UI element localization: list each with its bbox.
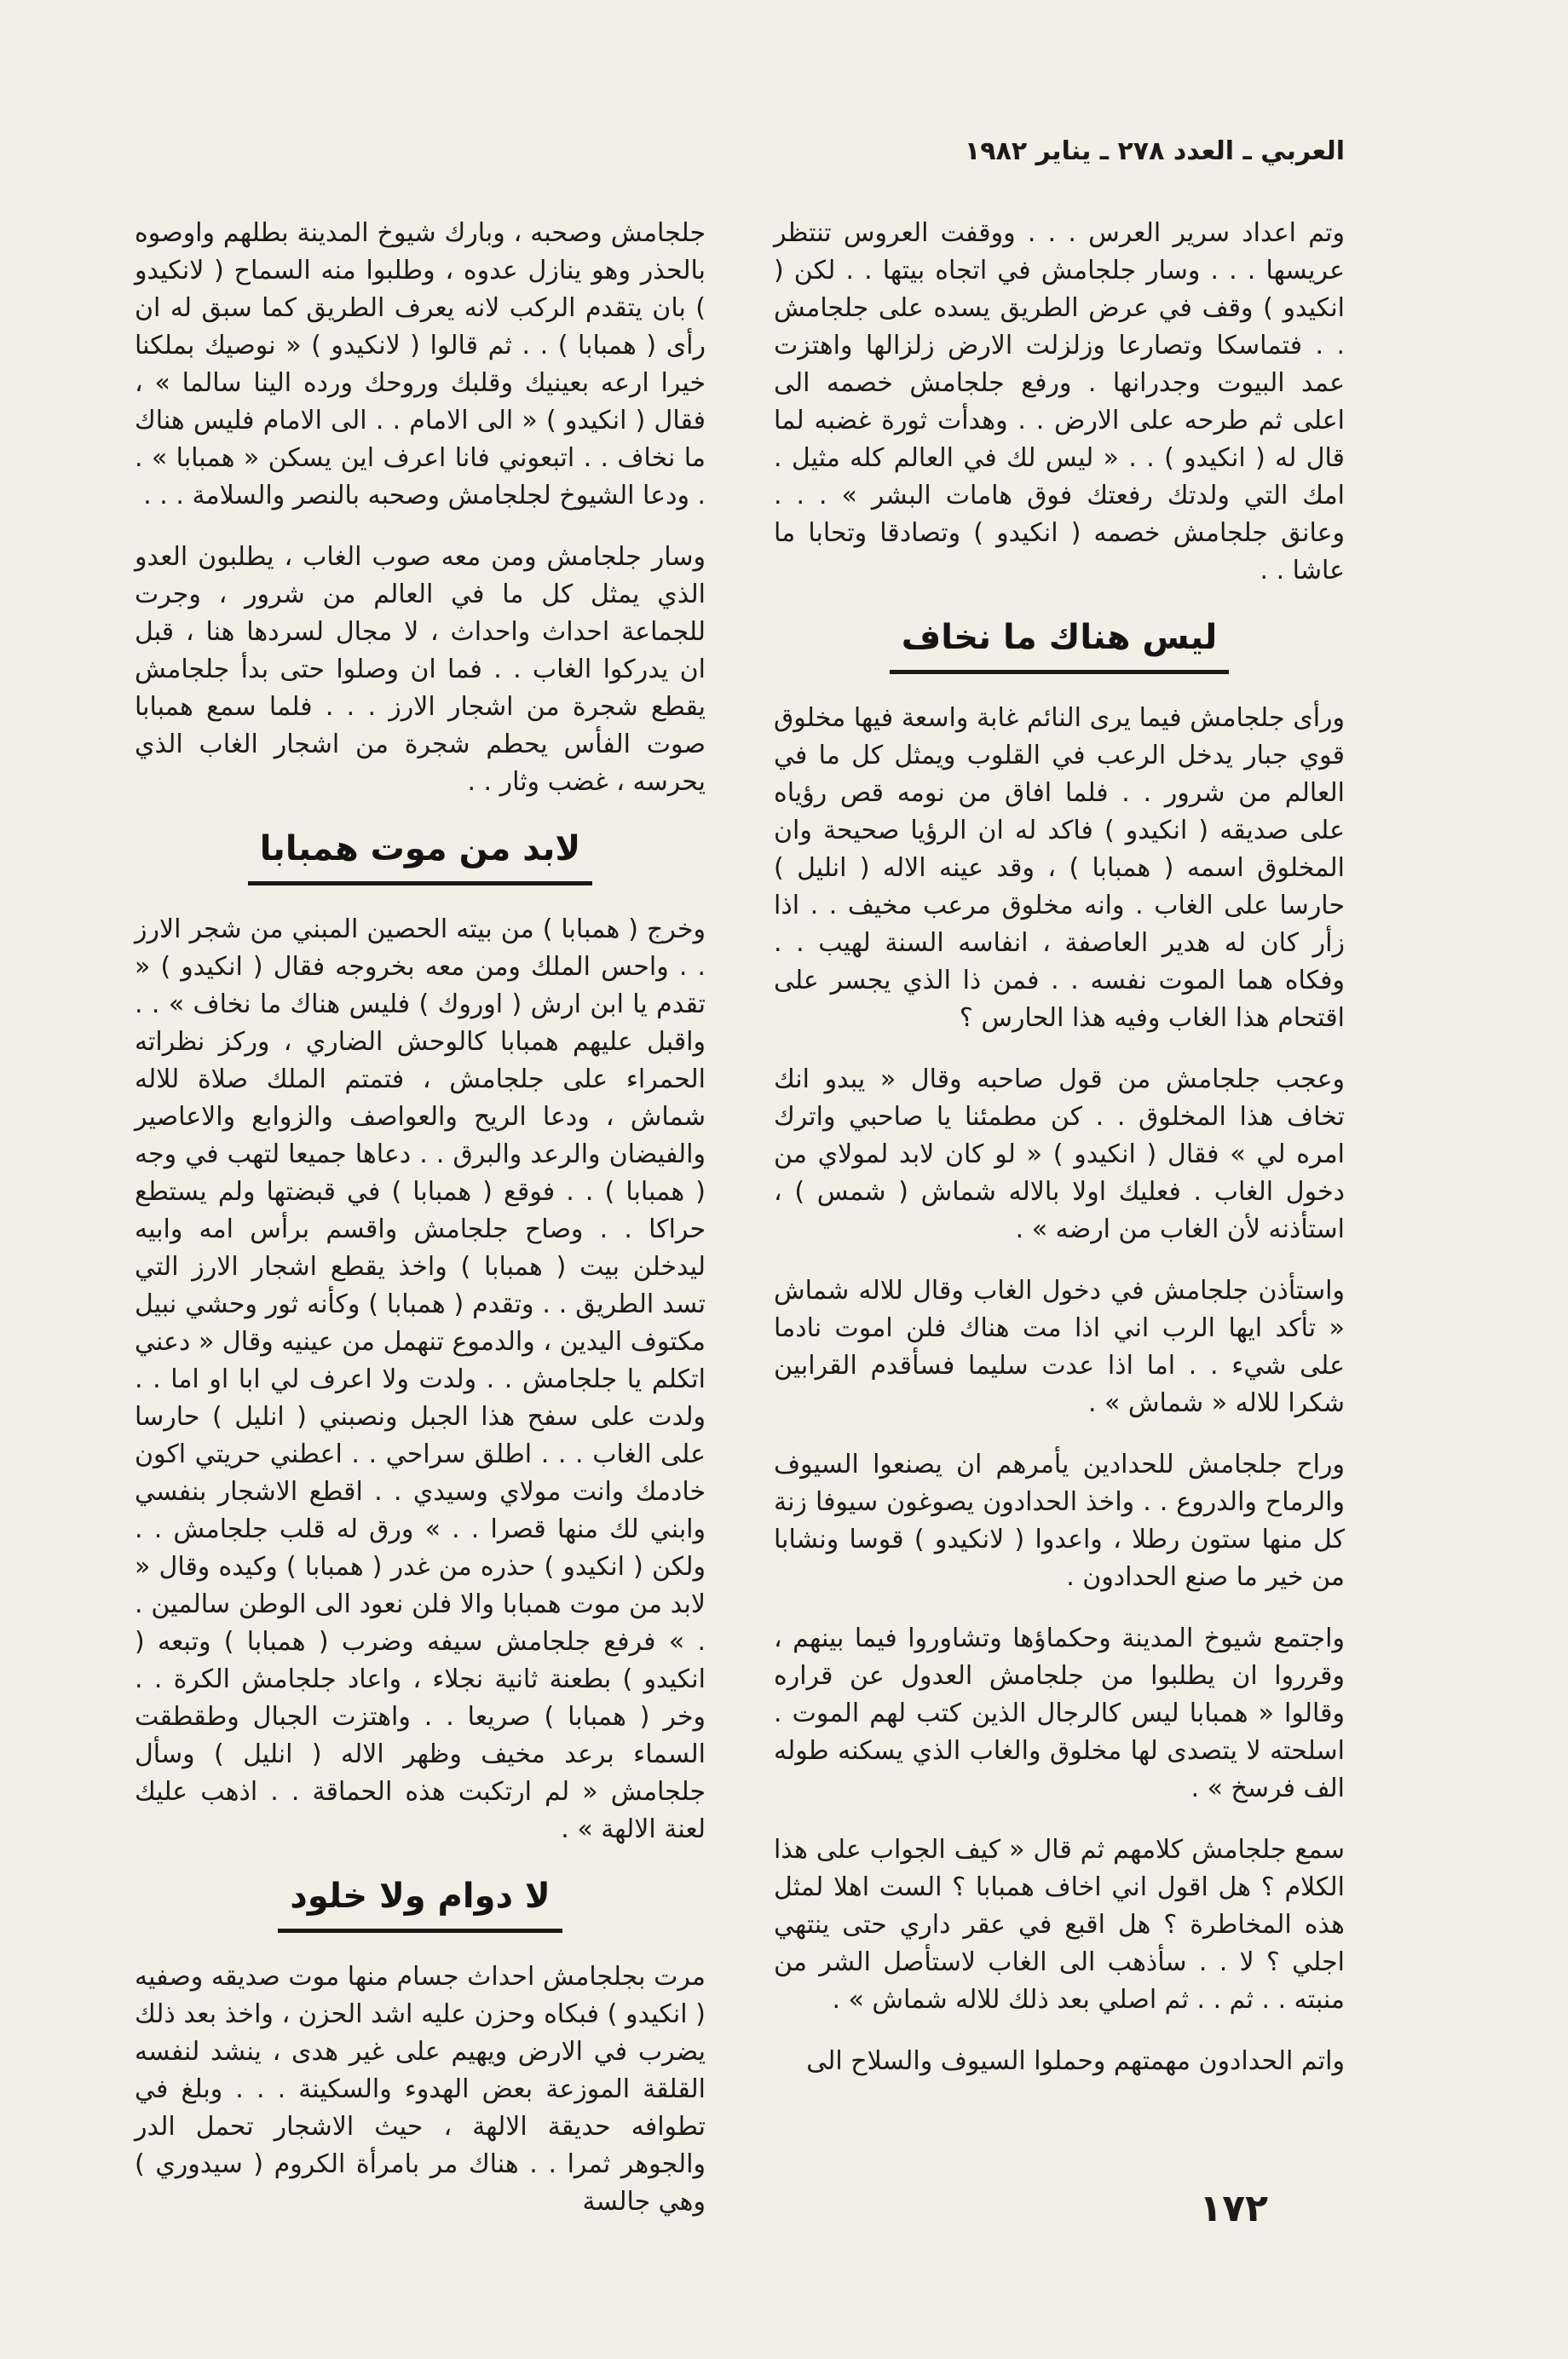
section-heading: لا دوام ولا خلود: [278, 1872, 562, 1933]
page-number: ١٧٢: [1199, 2187, 1268, 2230]
paragraph: وخرج ( همبابا ) من بيته الحصين المبني من شجر الارز . . واحس الملك ومن معه بخروجه فقال ( انكيدو ) « تقدم يا ابن ارش ( اوروك ) فليس هناك ما نخاف » . . واقبل عليهم همبابا كالوحش الضاري ، وركز نظراته الحمراء على جلجامش ، فتمتم الملك صلاة للاله شماش ، ودعا الريح والعواصف والزوابع والاعاصير والفيضان والرعد والبرق . . دعاها جميعا لتهب في وجه ( همبابا ) . . فوقع ( همبابا ) في قبضتها ولم يستطع حراكا . . وصاح جلجامش واقسم برأس امه وابيه ليدخلن بيت ( همبابا ) واخذ يقطع اشجار الارز التي تسد الطريق . . وتقدم ( همبابا ) وكأنه ثور وحشي نبيل مكتوف اليدين ، والدموع تنهمل من عينيه وقال « دعني اتكلم يا جلجامش . . ولدت ولا اعرف لي ابا او اما . . ولدت على سفح هذا الجبل ونصبني ( انليل ) حارسا على الغاب . . . اطلق سراحي . . اعطني حريتي اكون خادمك وانت مولاي وسيدي . . اقطع الاشجار بنفسي وابني لك منها قصرا . . » ورق له قلب جلجامش . . ولكن ( انكيدو ) حذره من غدر ( همبابا ) وكيده وقال « لابد من موت همبابا والا فلن نعود الى الوطن سالمين . . » فرفع جلجامش سيفه وضرب ( همبابا ) وتبعه ( انكيدو ) بطعنة ثانية نجلاء ، واعاد جلجامش الكرة . . وخر ( همبابا ) صريعا . . واهتزت الجبال وطقطقت السماء برعد مخيف وظهر الاله ( انليل ) وسأل جلجامش « لم ارتكبت هذه الحماقة . . اذهب عليك لعنة الالهة » .: [135, 914, 706, 1844]
paragraph: واستأذن جلجامش في دخول الغاب وقال للاله شماش « تأكد ايها الرب اني اذا مت هناك فلن اموت نادما على شيء . . اما اذا عدت سليما فسأقدم القرابين شكرا للاله « شماش » .: [774, 1276, 1345, 1418]
paragraph: وسار جلجامش ومن معه صوب الغاب ، يطلبون العدو الذي يمثل كل ما في العالم من شرور ، وجرت للجماعة احداث واحداث ، لا مجال لسردها هنا ، قبل ان يدركوا الغاب . . فما ان وصلوا حتى بدأ جلجامش يقطع شجرة من اشجار الارز . . . فلما سمع همبابا صوت الفأس يحطم شجرة من اشجار الغاب الذي يحرسه ، غضب وثار . .: [135, 542, 706, 797]
text-column-left: [135, 215, 706, 2221]
section-heading-container: [135, 1872, 706, 1933]
running-head: العربي ـ العدد ٢٧٨ ـ يناير ١٩٨٢: [964, 136, 1345, 166]
text-column-right: [774, 215, 1345, 2080]
paragraph: وعجب جلجامش من قول صاحبه وقال « يبدو انك تخاف هذا المخلوق . . كن مطمئنا يا صاحبي واترك امره لي » فقال ( انكيدو ) « لو كان لابد لمولاي من دخول الغاب . فعليك اولا بالاله شماش ( شمس ) ، استأذنه لأن الغاب من ارضه » .: [774, 1064, 1345, 1244]
paragraph: وتم اعداد سرير العرس . . . ووقفت العروس تنتظر عريسها . . . وسار جلجامش في اتجاه بيتها . . لكن ( انكيدو ) وقف في عرض الطريق يسده على جلجامش . . فتماسكا وتصارعا وزلزلت الارض زلزالها واهتزت عمد البيوت وجدرانها . ورفع جلجامش خصمه الى اعلى ثم طرحه على الارض . . وهدأت ثورة غضبه لما قال له ( انكيدو ) . . « ليس لك في العالم كله مثيل . امك التي ولدتك رفعتك فوق هامات البشر » . . . وعانق جلجامش خصمه ( انكيدو ) وتصادقا وتحابا ما عاشا . .: [774, 218, 1345, 585]
paragraph: جلجامش وصحبه ، وبارك شيوخ المدينة بطلهم واوصوه بالحذر وهو ينازل عدوه ، وطلبوا منه السماح ( لانكيدو ) بان يتقدم الركب لانه يعرف الطريق كما سبق له ان رأى ( همبابا ) . . ثم قالوا ( لانكيدو ) « نوصيك بملكنا خيرا ارعه بعينيك وقلبك وروحك ورده الينا سالما » ، فقال ( انكيدو ) « الى الامام . . الى الامام فليس هناك ما نخاف . . اتبعوني فانا اعرف اين يسكن « همبابا » . . ودعا الشيوخ لجلجامش وصحبه بالنصر والسلامة . . .: [135, 218, 706, 510]
paragraph: سمع جلجامش كلامهم ثم قال « كيف الجواب على هذا الكلام ؟ هل اقول اني اخاف همبابا ؟ الست اهلا لمثل هذه المخاطرة ؟ هل اقبع في عقر داري حتى ينتهي اجلي ؟ لا . . سأذهب الى الغاب لاستأصل الشر من منبته . . ثم . . ثم اصلي بعد ذلك للاله شماش » .: [774, 1835, 1345, 2015]
section-heading: ليس هناك ما نخاف: [890, 614, 1230, 674]
section-heading-container: [774, 614, 1345, 674]
paragraph: مرت بجلجامش احداث جسام منها موت صديقه وصفيه ( انكيدو ) فبكاه وحزن عليه اشد الحزن ، واخذ بعد ذلك يضرب في الارض ويهيم على غير هدى ، ينشد لنفسه القلقة الموزعة بعض الهدوء والسكينة . . . وبلغ في تطوافه حديقة الالهة ، حيث الاشجار تحمل الدر والجوهر ثمرا . . هناك مر بامرأة الكروم ( سيدوري ) وهي جالسة: [135, 1962, 706, 2217]
paragraph: وراح جلجامش للحدادين يأمرهم ان يصنعوا السيوف والرماح والدروع . . واخذ الحدادون يصوغون سيوفا زنة كل منها ستون رطلا ، واعدوا ( لانكيدو ) قوسا ونشابا من خير ما صنع الحدادون .: [774, 1450, 1345, 1592]
paragraph: واجتمع شيوخ المدينة وحكماؤها وتشاوروا فيما بينهم ، وقرروا ان يطلبوا من جلجامش العدول عن قراره وقالوا « همبابا ليس كالرجال الذين كتب لهم الموت . اسلحته لا يتصدى لها مخلوق والغاب الذي يسكنه طوله الف فرسخ » .: [774, 1624, 1345, 1803]
paragraph: ورأى جلجامش فيما يرى النائم غابة واسعة فيها مخلوق قوي جبار يدخل الرعب في القلوب ويمثل كل ما في العالم من شرور . . فلما افاق من نومه قص رؤياه على صديقه ( انكيدو ) فاكد له ان الرؤيا صحيحة وان المخلوق اسمه ( همبابا ) ، وقد عينه الاله ( انليل ) حارسا على الغاب . وانه مخلوق مرعب مخيف . . اذا زأر كان له هدير العاصفة ، انفاسه السنة لهيب . . وفكاه هما الموت نفسه . . فمن ذا الذي يجسر على اقتحام هذا الغاب وفيه هذا الحارس ؟: [774, 703, 1345, 1033]
paragraph: واتم الحدادون مهمتهم وحملوا السيوف والسلاح الى: [806, 2046, 1345, 2076]
section-heading-container: [135, 825, 706, 885]
section-heading: لابد من موت همبابا: [248, 825, 592, 885]
